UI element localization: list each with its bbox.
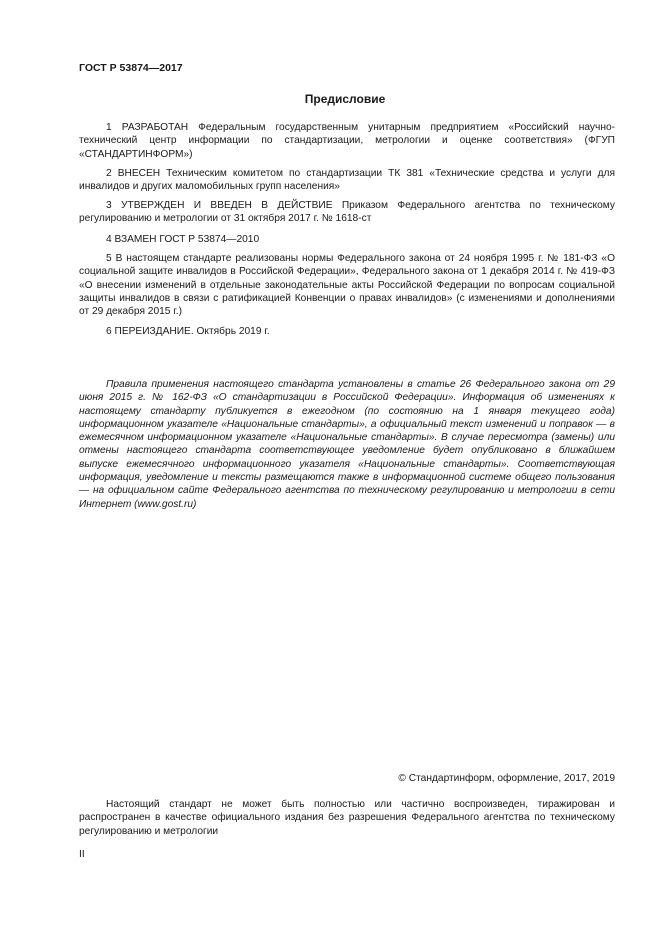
foreword-item-5: 5 В настоящем стандарте реализованы нормы Федерального закона от 24 ноября 1995 г. № 181-ФЗ «О социальной защите инвалидов в Российской Федерации», Федерального закона от 1 декабря 2014 г. № 419-ФЗ «О внесении изменений в отдельные законодательные акты Российской Федерации по вопросам социальной защиты инвалидов в связи с ратификацией Конвенции о правах инвалидов» (с изменениями и дополнениями от 29 декабря 2015 г.) xyxy=(79,253,615,318)
standard-rules-notice: Правила применения настоящего стандарта установлены в статье 26 Федерального закона от 29 июня 2015 г. № 162-ФЗ «О стандартизации в Российской Федерации». Информация об изменениях к настоящему стандарту публикуется в ежегодном (по состоянию на 1 января текущего года) информационном указателе «Национальные стандарты», а официальный текст изменений и поправок — в ежемесячном информационном указателе «Национальные стандарты». В случае пересмотра (замены) или отмены настоящего стандарта соответствующее уведомление будет опубликовано в ближайшем выпуске ежемесячного информационного указателя «Национальные стандарты». Соответствующая информация, уведомление и тексты размещаются также в информационной системе общего пользования — на официальном сайте Федерального агентства по техническому регулированию и метрологии в сети Интернет (www.gost.ru) xyxy=(79,379,615,510)
copyright-line: © Стандартинформ, оформление, 2017, 2019 xyxy=(398,773,615,784)
foreword-item-2: 2 ВНЕСЕН Техническим комитетом по стандартизации ТК 381 «Технические средства и услуги для инвалидов и других маломобильных групп населения» xyxy=(79,168,615,193)
foreword-item-6: 6 ПЕРЕИЗДАНИЕ. Октябрь 2019 г. xyxy=(106,326,270,337)
page-title: Предисловие xyxy=(304,92,386,106)
foreword-item-4: 4 ВЗАМЕН ГОСТ Р 53874—2010 xyxy=(106,234,260,245)
foreword-item-1: 1 РАЗРАБОТАН Федеральным государственным унитарным предприятием «Российский научно-технический центр информации по стандартизации, метрологии и оценке соответствия» (ФГУП «СТАНДАРТИНФОРМ») xyxy=(79,122,615,160)
reproduction-notice: Настоящий стандарт не может быть полностью или частично воспроизведен, тиражирован и распространен в качестве официального издания без разрешения Федерального агентства по техническому регулированию и метрологии xyxy=(79,799,615,837)
foreword-item-3: 3 УТВЕРЖДЕН И ВВЕДЕН В ДЕЙСТВИЕ Приказом Федерального агентства по техническому регулированию и метрологии от 31 октября 2017 г. № 1618-ст xyxy=(79,200,615,225)
document-code-header: ГОСТ Р 53874—2017 xyxy=(79,62,183,74)
page-number: II xyxy=(79,849,85,860)
